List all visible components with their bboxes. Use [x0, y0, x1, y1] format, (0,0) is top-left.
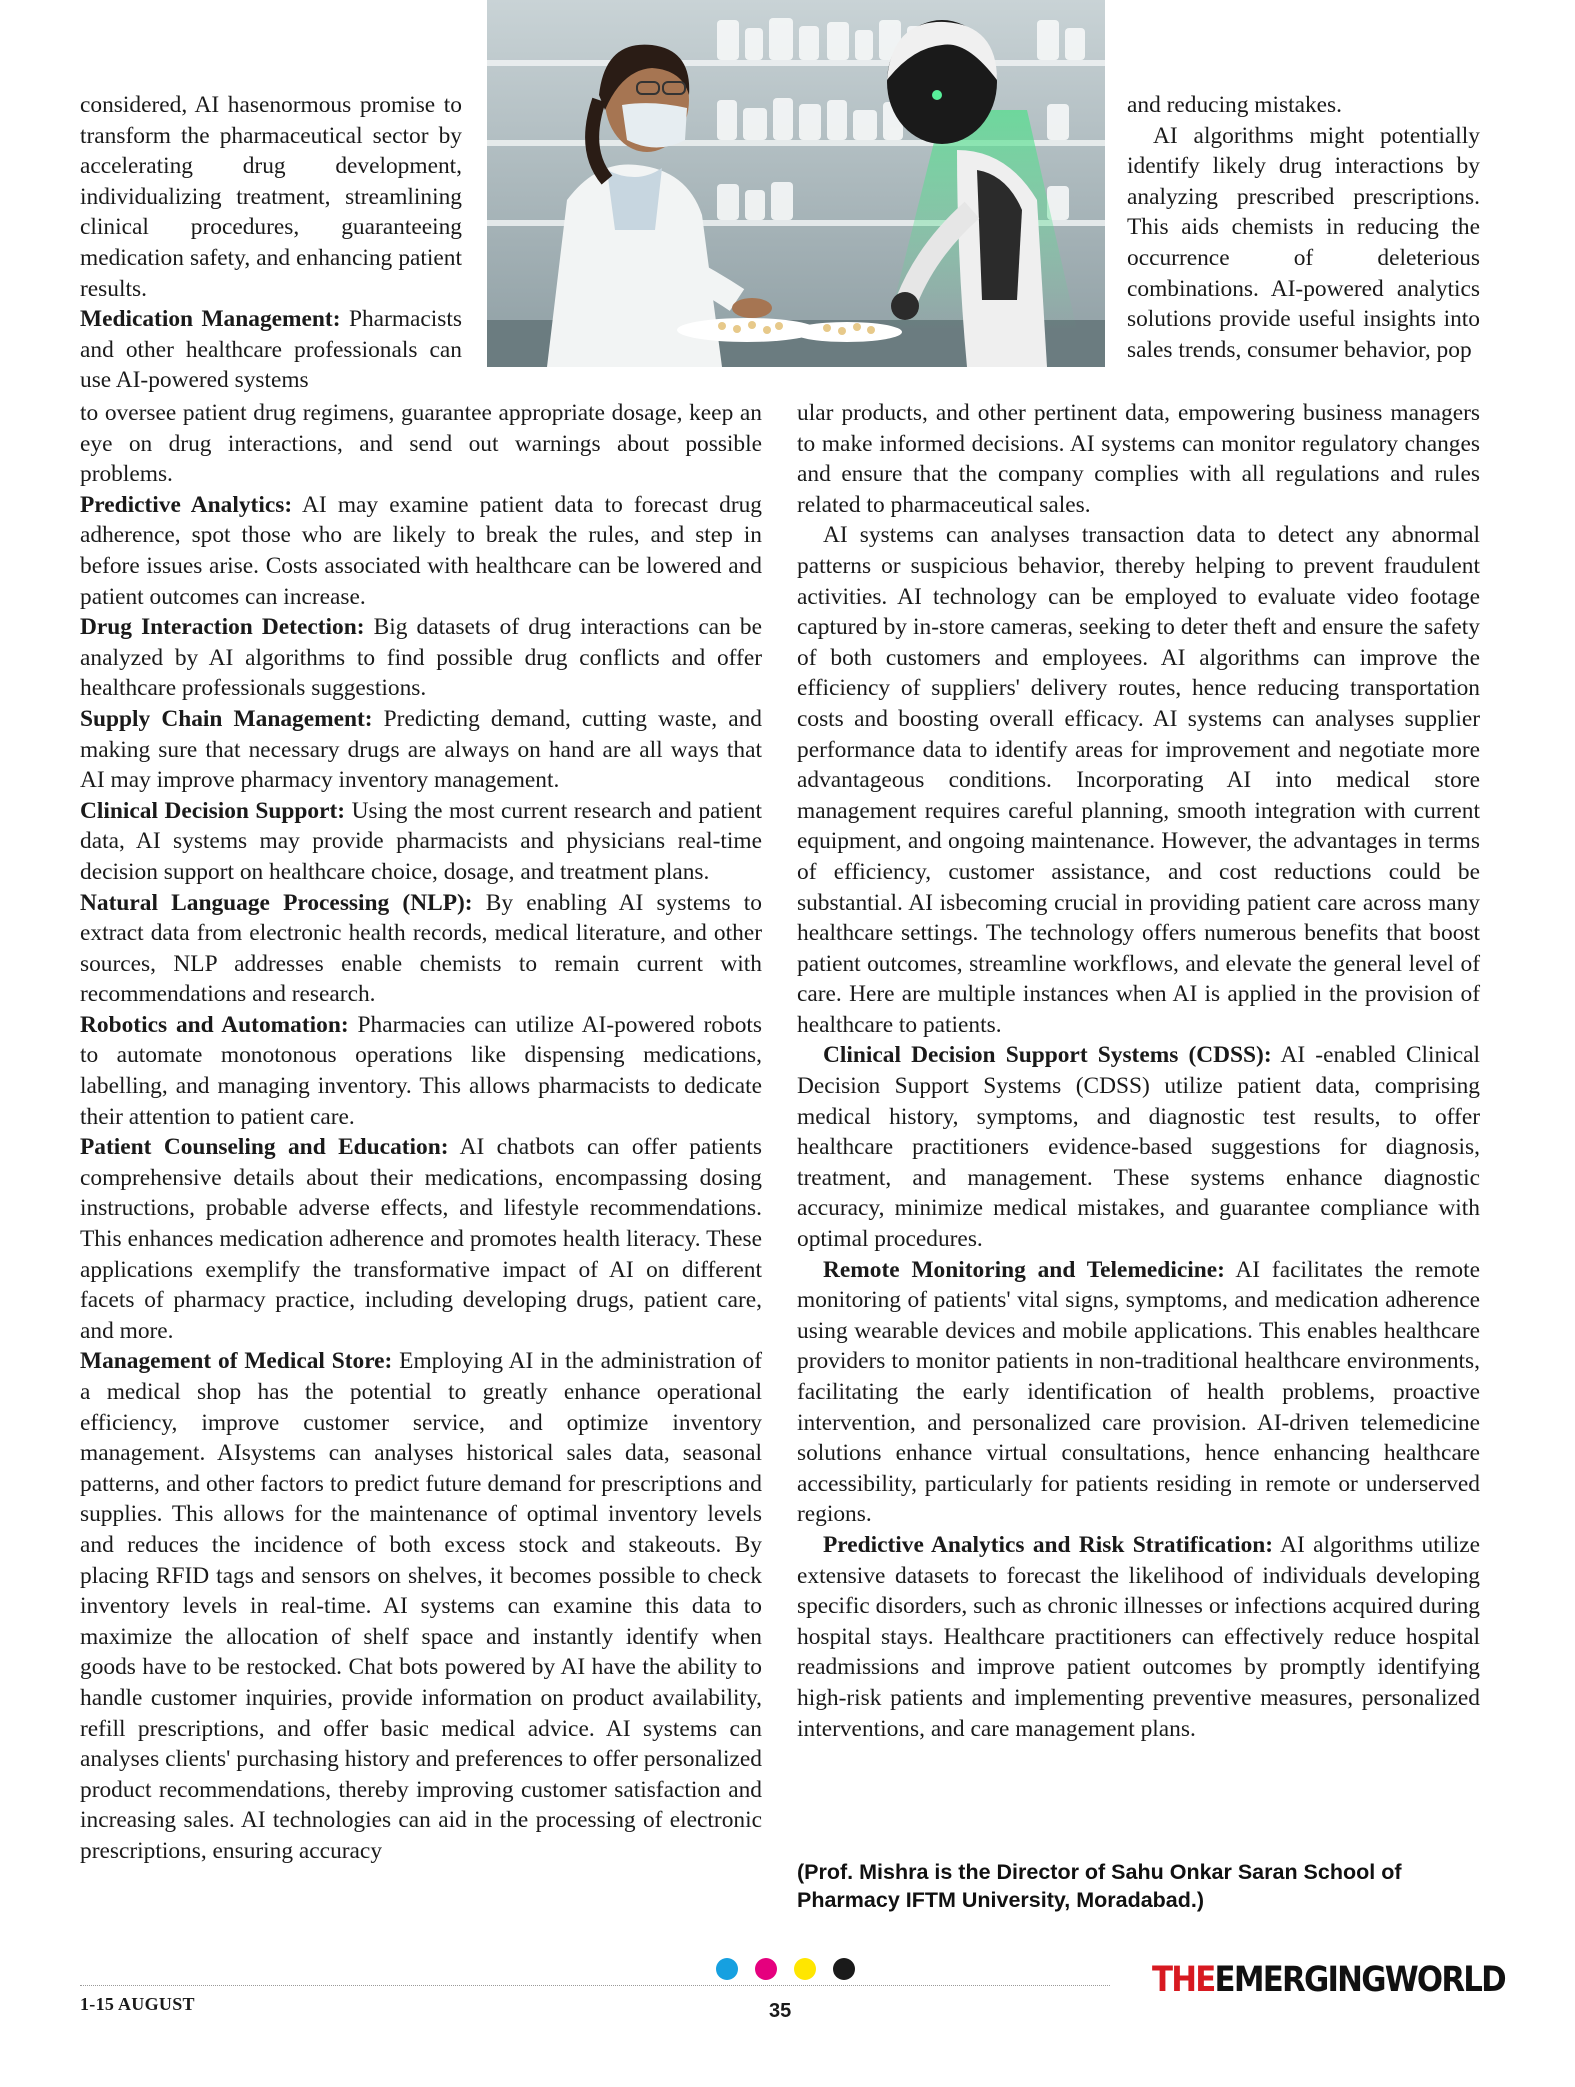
section-body: Employing AI in the administration of a medical shop has the potential to greatly enhance operational efficiency, improve customer service, and optimize inventory management. AIsystems can analyses historical sales data, seasonal patterns, and other factors to predict future demand for prescriptions and supplies. This allows for the maintenance of optimal inventory levels and reduces the incidence of both excess stock and stakeouts. By placing RFID tags and sensors on shelves, it becomes possible to check inventory levels in real-time. AI systems can examine this data to maximize the allocation of shelf space and instantly identify when goods have to be restocked. Chat bots powered by AI have the ability to handle customer inquiries, provide information on product availability, refill prescriptions, and offer basic medical advice. AI systems can analyses clients' purchasing history and preferences to offer personalized product recommendations, thereby improving customer satisfaction and increasing sales. AI technologies can aid in the processing of electronic prescriptions, ensuring accuracy — [80, 1348, 762, 1864]
transaction-paragraph: AI systems can analyses transaction data to detect any abnormal patterns or suspicious behavior, thereby helping to prevent fraudulent activities. AI technology can be employed to evaluate video footage captured by in-store cameras, seeking to deter theft and ensure the safety of both customers and employees. AI algorithms can improve the efficiency of suppliers' delivery routes, hence reducing transportation costs and boosting overall efficacy. AI systems can analyses supplier performance data to identify areas for improvement and negotiate more advantageous conditions. Incorporating AI into medical store management requires careful planning, smooth integration with current equipment, and ongoing maintenance. However, the advantages in terms of efficiency, customer assistance, and cost reductions could be substantial. AI isbecoming crucial in providing patient care across many healthcare settings. The technology offers numerous benefits that boost patient outcomes, streamline workflows, and elevate the general level of care. Here are multiple instances when AI is applied in the provision of healthcare to patients. — [797, 522, 1480, 1038]
intro-paragraph: considered, AI hasenormous promise to transform the pharmaceutical sector by accelerating drug development, individualizing treatment, streamlining clinical procedures, guaranteeing medication safety, and enhancing patient results. — [80, 92, 462, 302]
section-body: By enabling AI systems to extract data from electronic health records, medical literature, and other sources, NLP addresses enable chemists to remain current with recommendations and research. — [80, 889, 762, 1008]
section-paragraph — [797, 1255, 1480, 1530]
section-paragraph — [80, 1346, 762, 1866]
section-body: AI -enabled Clinical Decision Support Systems (CDSS) utilize patient data, comprising medical history, symptoms, and diagnostic test results, to offer healthcare practitioners evidence-based suggestions for diagnosis, treatment, and management. These systems enhance diagnostic accuracy, minimize medical mistakes, and guarantee compliance with optimal procedures. — [797, 1042, 1480, 1253]
section-paragraph — [797, 1530, 1480, 1744]
section-body: Pharmacies can utilize AI-powered robots to automate monotonous operations like dispensing medications, labelling, and managing inventory. This allows pharmacists to dedicate their attention to patient care. — [80, 1011, 763, 1130]
section-paragraph — [80, 1132, 762, 1346]
page-number: 35 — [769, 2000, 792, 2022]
yellow-dot-icon — [794, 1958, 816, 1980]
continued-line: and reducing mistakes. — [1127, 92, 1343, 118]
section-heading: Predictive Analytics and Risk Stratification: — [823, 1531, 1274, 1558]
left-column-top — [80, 90, 462, 396]
medication-management-heading: Medication Management: — [80, 306, 341, 333]
section-body: AI may examine patient data to forecast drug adherence, spot those who are likely to break the rules, and step in before issues arise. Costs associated with healthcare can be lowered and patient outcomes can increase. — [80, 491, 762, 610]
pharmacist-and-robot-icon — [487, 0, 1105, 367]
section-paragraph — [80, 888, 762, 1010]
medication-management-continued: to oversee patient drug regimens, guarantee appropriate dosage, keep an eye on drug interactions, and send out warnings about possible problems. — [80, 400, 762, 488]
medication-management-paragraph — [80, 304, 462, 396]
magenta-dot-icon — [755, 1958, 777, 1980]
section-heading: Management of Medical Store: — [80, 1348, 393, 1375]
section-heading: Robotics and Automation: — [80, 1011, 349, 1038]
section-heading: Supply Chain Management: — [80, 705, 373, 732]
section-body: Predicting demand, cutting waste, and making sure that necessary drugs are always on hand are all ways that AI may improve pharmacy inventory management. — [80, 705, 762, 794]
section-paragraph — [80, 1010, 762, 1132]
right-column — [797, 398, 1480, 1744]
section-heading: Clinical Decision Support Systems (CDSS): — [823, 1042, 1272, 1069]
section-paragraph — [80, 490, 762, 612]
section-heading: Predictive Analytics: — [80, 491, 293, 518]
medication-management-body-top: Pharmacists and other healthcare professionals can use AI-powered systems — [80, 306, 462, 394]
section-paragraph — [80, 704, 762, 796]
section-paragraph — [80, 796, 762, 888]
footer-divider — [80, 1985, 1110, 1986]
author-credit: (Prof. Mishra is the Director of Sahu Onkar Saran School of Pharmacy IFTM University, Moradabad.) — [797, 1860, 1402, 1912]
section-heading: Patient Counseling and Education: — [80, 1134, 449, 1161]
drug-interaction-continued: ular products, and other pertinent data, empowering business managers to make informed decisions. AI systems can monitor regulatory changes and ensure that the company complies with all regulations and rules related to pharmaceutical sales. — [797, 400, 1480, 518]
section-body: Big datasets of drug interactions can be analyzed by AI algorithms to find possible drug conflicts and offer healthcare professionals suggestions. — [80, 614, 763, 702]
section-heading: Remote Monitoring and Telemedicine: — [823, 1256, 1225, 1283]
left-column — [80, 398, 762, 1867]
publication-logo — [1152, 1960, 1505, 2000]
registration-dots — [716, 1958, 855, 1980]
logo-emerging-world: EMERGINGWORLD — [1214, 1960, 1505, 2000]
logo-the: THE — [1152, 1960, 1215, 2000]
section-body: AI facilitates the remote monitoring of patients' vital signs, symptoms, and medication adherence using wearable devices and mobile applications. This enables healthcare providers to monitor patients in non-traditional healthcare environments, facilitating the early identification of health problems, proactive intervention, and personalized care provision. AI-driven telemedicine solutions enhance virtual consultations, hence enhancing healthcare accessibility, particularly for patients residing in remote or underserved regions. — [797, 1256, 1480, 1528]
right-column-top — [1127, 90, 1480, 365]
section-heading: Natural Language Processing (NLP): — [80, 889, 473, 916]
drug-interaction-paragraph: AI algorithms might potentially identify likely drug interactions by analyzing prescribed prescriptions. This aids chemists in reducing the occurrence of deleterious combinations. AI-powered analytics solutions provide useful insights into sales trends, consumer behavior, pop — [1127, 122, 1480, 363]
section-body: AI chatbots can offer patients comprehensive details about their medications, encompassing dosing instructions, probable adverse effects, and lifestyle recommendations. This enhances medication adherence and promotes health literacy. These applications exemplify the transformative impact of AI on different facets of pharmacy practice, including developing drugs, patient care, and more. — [80, 1134, 762, 1344]
section-body: Using the most current research and patient data, AI systems may provide pharmacists and physicians real-time decision support on healthcare choice, dosage, and treatment plans. — [80, 797, 762, 885]
section-paragraph — [80, 612, 762, 704]
black-dot-icon — [833, 1958, 855, 1980]
issue-date: 1-15 AUGUST — [80, 1994, 195, 2014]
section-heading: Drug Interaction Detection: — [80, 614, 365, 641]
section-heading: Clinical Decision Support: — [80, 797, 346, 824]
cyan-dot-icon — [716, 1958, 738, 1980]
section-paragraph — [797, 1040, 1480, 1254]
section-body: AI algorithms utilize extensive datasets to forecast the likelihood of individuals developing specific disorders, such as chronic illnesses or infections acquired during hospital stays. Healthcare practitioners can effectively reduce hospital readmissions and improve patient outcomes by promptly identifying high-risk patients and implementing preventive measures, personalized interventions, and care management plans. — [797, 1531, 1480, 1742]
pharmacist-robot-illustration — [487, 0, 1105, 367]
